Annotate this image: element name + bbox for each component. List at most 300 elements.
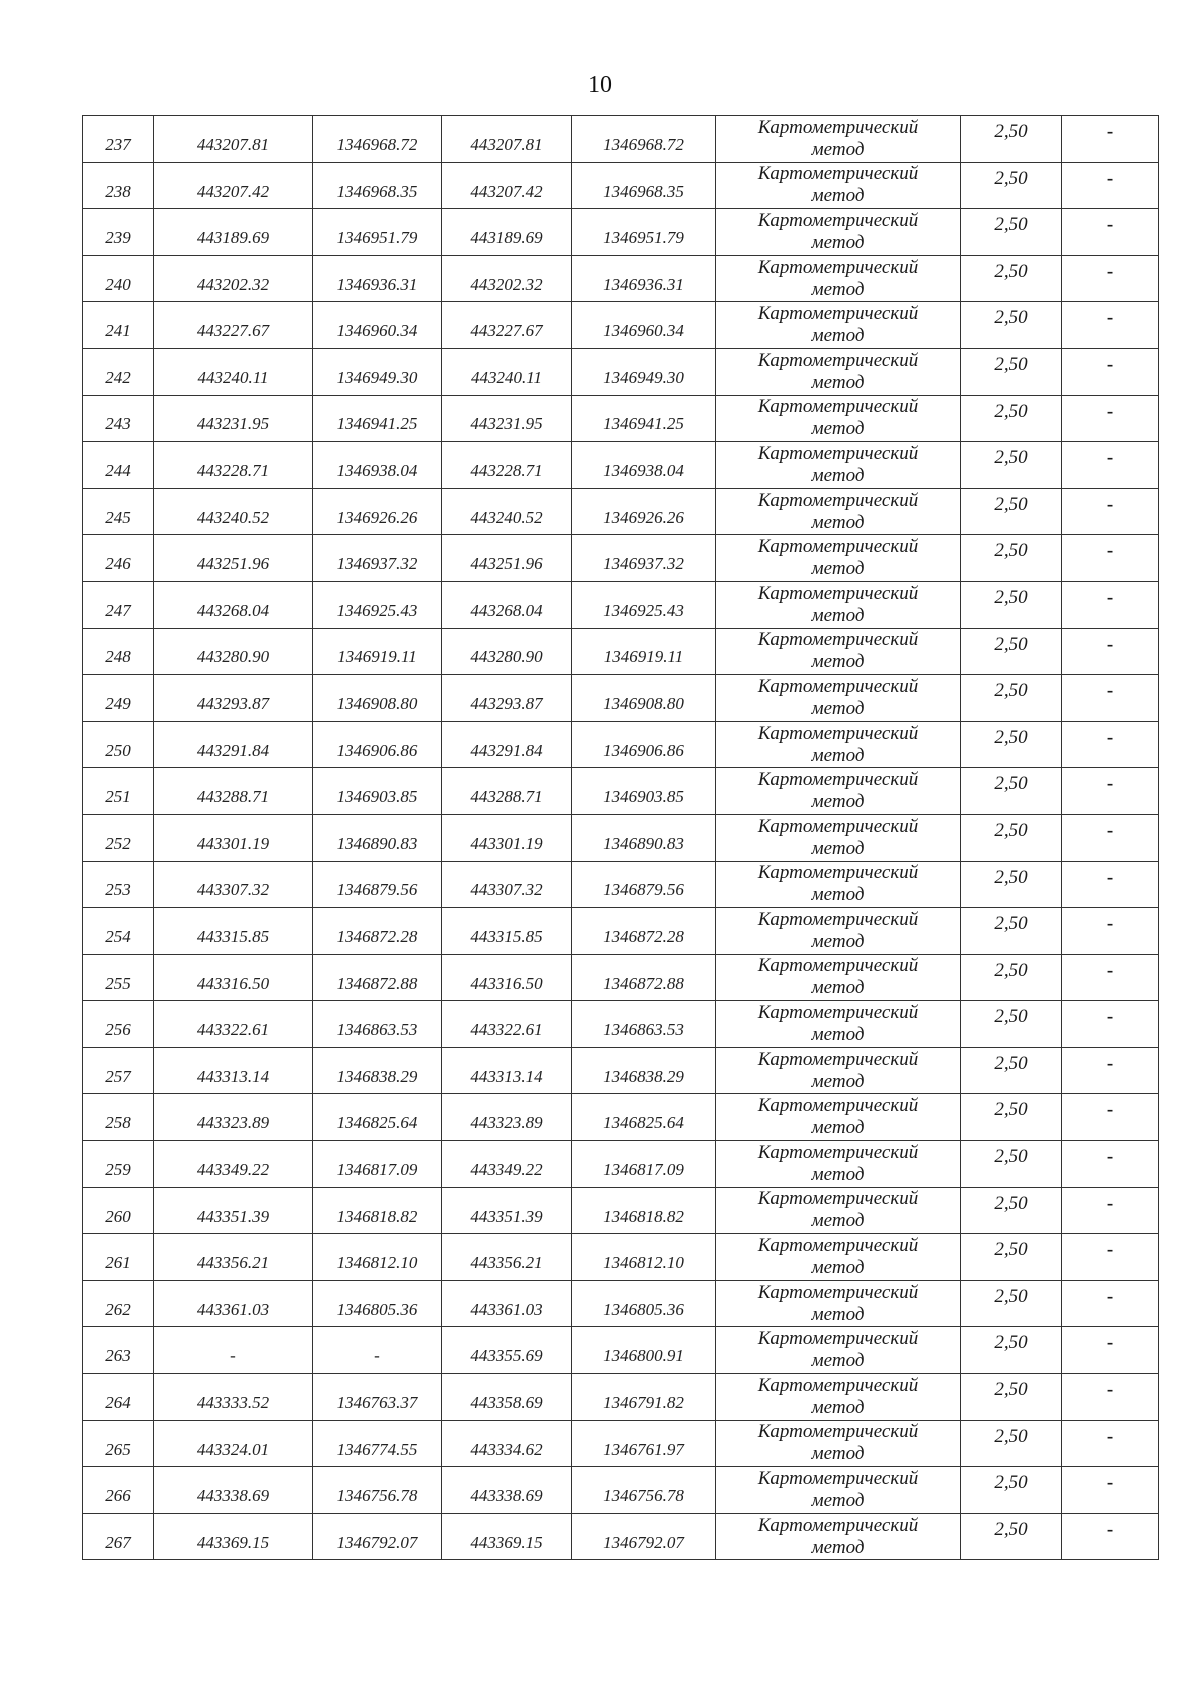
method-line2: метод [811,418,865,440]
existing-y-cell: 1346879.56 [313,861,442,908]
existing-x-cell: 443333.52 [154,1374,313,1421]
refined-y-cell: 1346906.86 [572,721,716,768]
accuracy-cell: 2,50 [961,814,1062,861]
method-line2: метод [811,884,865,906]
refined-x-cell: 443356.21 [442,1234,572,1281]
method-line2: метод [811,837,865,859]
point-number-cell: 242 [83,348,154,395]
method-line1: Картометрический [757,396,919,418]
point-number-cell: 256 [83,1001,154,1048]
existing-x-cell: 443291.84 [154,721,313,768]
refined-y-cell: 1346951.79 [572,209,716,256]
refined-y-cell: 1346812.10 [572,1234,716,1281]
accuracy-cell: 2,50 [961,1047,1062,1094]
existing-x-cell: 443207.42 [154,162,313,209]
description-cell: - [1062,255,1159,302]
existing-y-cell: 1346792.07 [313,1513,442,1560]
method-line1: Картометрический [757,489,919,511]
method-cell [716,1467,961,1514]
table-row [83,628,1159,675]
existing-y-cell: 1346937.32 [313,535,442,582]
existing-x-cell: 443307.32 [154,861,313,908]
method-line2: метод [811,138,865,160]
method-line1: Картометрический [757,675,919,697]
point-number-cell: 246 [83,535,154,582]
description-cell: - [1062,675,1159,722]
refined-y-cell: 1346838.29 [572,1047,716,1094]
refined-y-cell: 1346791.82 [572,1374,716,1421]
method-line1: Картометрический [757,1421,919,1443]
refined-x-cell: 443240.11 [442,348,572,395]
description-cell: - [1062,488,1159,535]
accuracy-cell: 2,50 [961,1513,1062,1560]
method-cell [716,721,961,768]
table-row [83,768,1159,815]
refined-x-cell: 443207.42 [442,162,572,209]
method-line2: метод [811,1210,865,1232]
refined-y-cell: 1346792.07 [572,1513,716,1560]
method-line2: метод [811,1257,865,1279]
method-line1: Картометрический [757,1048,919,1070]
refined-x-cell: 443316.50 [442,954,572,1001]
existing-x-cell: 443251.96 [154,535,313,582]
refined-x-cell: 443358.69 [442,1374,572,1421]
refined-x-cell: 443240.52 [442,488,572,535]
description-cell: - [1062,628,1159,675]
refined-x-cell: 443202.32 [442,255,572,302]
accuracy-cell: 2,50 [961,1467,1062,1514]
table-row [83,535,1159,582]
existing-x-cell: 443228.71 [154,442,313,489]
method-line2: метод [811,1350,865,1372]
point-number-cell: 253 [83,861,154,908]
description-cell: - [1062,535,1159,582]
method-cell [716,1094,961,1141]
method-line1: Картометрический [757,163,919,185]
point-number-cell: 264 [83,1374,154,1421]
refined-y-cell: 1346936.31 [572,255,716,302]
method-cell [716,162,961,209]
table-row [83,209,1159,256]
point-number-cell: 247 [83,581,154,628]
description-cell: - [1062,581,1159,628]
method-line1: Картометрический [757,769,919,791]
refined-y-cell: 1346938.04 [572,442,716,489]
accuracy-cell: 2,50 [961,1327,1062,1374]
table-row [83,1094,1159,1141]
method-cell [716,908,961,955]
refined-x-cell: 443315.85 [442,908,572,955]
point-number-cell: 252 [83,814,154,861]
existing-x-cell: 443315.85 [154,908,313,955]
existing-x-cell: 443301.19 [154,814,313,861]
point-number-cell: 260 [83,1187,154,1234]
refined-y-cell: 1346926.26 [572,488,716,535]
existing-y-cell: 1346825.64 [313,1094,442,1141]
accuracy-cell: 2,50 [961,1094,1062,1141]
method-line1: Картометрический [757,349,919,371]
accuracy-cell: 2,50 [961,1280,1062,1327]
refined-x-cell: 443334.62 [442,1420,572,1467]
refined-x-cell: 443338.69 [442,1467,572,1514]
description-cell: - [1062,1047,1159,1094]
table-row [83,954,1159,1001]
existing-x-cell: 443280.90 [154,628,313,675]
existing-y-cell: 1346863.53 [313,1001,442,1048]
existing-x-cell: - [154,1327,313,1374]
description-cell: - [1062,721,1159,768]
point-number-cell: 254 [83,908,154,955]
refined-x-cell: 443189.69 [442,209,572,256]
existing-y-cell: 1346838.29 [313,1047,442,1094]
existing-x-cell: 443351.39 [154,1187,313,1234]
point-number-cell: 263 [83,1327,154,1374]
refined-y-cell: 1346805.36 [572,1280,716,1327]
table-row [83,861,1159,908]
description-cell: - [1062,302,1159,349]
method-line1: Картометрический [757,256,919,278]
method-line1: Картометрический [757,536,919,558]
accuracy-cell: 2,50 [961,1420,1062,1467]
refined-x-cell: 443227.67 [442,302,572,349]
method-cell [716,1420,961,1467]
method-cell [716,1141,961,1188]
table-row [83,581,1159,628]
method-cell [716,954,961,1001]
refined-y-cell: 1346903.85 [572,768,716,815]
method-line1: Картометрический [757,908,919,930]
method-line1: Картометрический [757,1281,919,1303]
method-line2: метод [811,651,865,673]
table-row [83,1001,1159,1048]
table-row [83,814,1159,861]
existing-y-cell: 1346774.55 [313,1420,442,1467]
point-number-cell: 239 [83,209,154,256]
method-line2: метод [811,697,865,719]
method-cell [716,255,961,302]
refined-x-cell: 443301.19 [442,814,572,861]
existing-x-cell: 443189.69 [154,209,313,256]
accuracy-cell: 2,50 [961,1374,1062,1421]
method-cell [716,1047,961,1094]
accuracy-cell: 2,50 [961,395,1062,442]
refined-x-cell: 443288.71 [442,768,572,815]
accuracy-cell: 2,50 [961,908,1062,955]
method-cell [716,581,961,628]
point-number-cell: 248 [83,628,154,675]
refined-x-cell: 443231.95 [442,395,572,442]
existing-x-cell: 443288.71 [154,768,313,815]
method-line1: Картометрический [757,209,919,231]
refined-x-cell: 443291.84 [442,721,572,768]
accuracy-cell: 2,50 [961,348,1062,395]
method-cell [716,302,961,349]
table-row [83,255,1159,302]
description-cell: - [1062,1467,1159,1514]
method-line1: Картометрический [757,116,919,138]
method-line2: метод [811,1303,865,1325]
existing-y-cell: 1346968.72 [313,116,442,163]
existing-y-cell: 1346941.25 [313,395,442,442]
existing-y-cell: 1346906.86 [313,721,442,768]
description-cell: - [1062,1513,1159,1560]
refined-y-cell: 1346800.91 [572,1327,716,1374]
existing-x-cell: 443240.52 [154,488,313,535]
description-cell: - [1062,1327,1159,1374]
description-cell: - [1062,1001,1159,1048]
method-cell [716,348,961,395]
existing-x-cell: 443322.61 [154,1001,313,1048]
description-cell: - [1062,162,1159,209]
existing-y-cell: 1346936.31 [313,255,442,302]
existing-y-cell: - [313,1327,442,1374]
existing-y-cell: 1346818.82 [313,1187,442,1234]
accuracy-cell: 2,50 [961,721,1062,768]
refined-y-cell: 1346941.25 [572,395,716,442]
point-number-cell: 240 [83,255,154,302]
existing-x-cell: 443293.87 [154,675,313,722]
method-cell [716,675,961,722]
table-row [83,1420,1159,1467]
point-number-cell: 251 [83,768,154,815]
accuracy-cell: 2,50 [961,442,1062,489]
refined-x-cell: 443349.22 [442,1141,572,1188]
method-line1: Картометрический [757,1374,919,1396]
table-row [83,1234,1159,1281]
refined-x-cell: 443323.89 [442,1094,572,1141]
point-number-cell: 245 [83,488,154,535]
method-line2: метод [811,325,865,347]
refined-x-cell: 443268.04 [442,581,572,628]
point-number-cell: 258 [83,1094,154,1141]
method-line1: Картометрический [757,1468,919,1490]
existing-y-cell: 1346951.79 [313,209,442,256]
method-line2: метод [811,278,865,300]
table-row [83,162,1159,209]
refined-y-cell: 1346761.97 [572,1420,716,1467]
method-cell [716,116,961,163]
refined-x-cell: 443369.15 [442,1513,572,1560]
table-row [83,348,1159,395]
refined-x-cell: 443307.32 [442,861,572,908]
table-body [83,116,1159,1560]
point-number-cell: 261 [83,1234,154,1281]
method-cell [716,1513,961,1560]
method-line1: Картометрический [757,955,919,977]
point-number-cell: 262 [83,1280,154,1327]
accuracy-cell: 2,50 [961,116,1062,163]
method-line2: метод [811,558,865,580]
method-line1: Картометрический [757,1141,919,1163]
method-line1: Картометрический [757,815,919,837]
existing-x-cell: 443324.01 [154,1420,313,1467]
refined-x-cell: 443293.87 [442,675,572,722]
description-cell: - [1062,1374,1159,1421]
method-line1: Картометрический [757,1002,919,1024]
existing-y-cell: 1346926.26 [313,488,442,535]
description-cell: - [1062,1280,1159,1327]
existing-y-cell: 1346925.43 [313,581,442,628]
existing-x-cell: 443202.32 [154,255,313,302]
point-number-cell: 249 [83,675,154,722]
refined-x-cell: 443361.03 [442,1280,572,1327]
table-row [83,1374,1159,1421]
table-row [83,302,1159,349]
description-cell: - [1062,348,1159,395]
method-line1: Картометрический [757,1188,919,1210]
existing-y-cell: 1346872.28 [313,908,442,955]
accuracy-cell: 2,50 [961,209,1062,256]
accuracy-cell: 2,50 [961,861,1062,908]
table-row [83,1280,1159,1327]
refined-y-cell: 1346925.43 [572,581,716,628]
description-cell: - [1062,814,1159,861]
point-number-cell: 266 [83,1467,154,1514]
existing-x-cell: 443361.03 [154,1280,313,1327]
existing-y-cell: 1346968.35 [313,162,442,209]
existing-y-cell: 1346949.30 [313,348,442,395]
point-number-cell: 250 [83,721,154,768]
existing-y-cell: 1346938.04 [313,442,442,489]
method-line2: метод [811,977,865,999]
existing-x-cell: 443227.67 [154,302,313,349]
table-row [83,721,1159,768]
description-cell: - [1062,1094,1159,1141]
refined-y-cell: 1346968.35 [572,162,716,209]
table-row [83,675,1159,722]
refined-y-cell: 1346818.82 [572,1187,716,1234]
refined-x-cell: 443280.90 [442,628,572,675]
method-line2: метод [811,1396,865,1418]
existing-y-cell: 1346908.80 [313,675,442,722]
method-line2: метод [811,1117,865,1139]
method-cell [716,209,961,256]
refined-y-cell: 1346960.34 [572,302,716,349]
accuracy-cell: 2,50 [961,581,1062,628]
existing-y-cell: 1346919.11 [313,628,442,675]
method-line1: Картометрический [757,1328,919,1350]
refined-x-cell: 443322.61 [442,1001,572,1048]
description-cell: - [1062,395,1159,442]
refined-y-cell: 1346863.53 [572,1001,716,1048]
method-line2: метод [811,231,865,253]
existing-x-cell: 443231.95 [154,395,313,442]
existing-y-cell: 1346960.34 [313,302,442,349]
table-row [83,1327,1159,1374]
existing-x-cell: 443323.89 [154,1094,313,1141]
existing-x-cell: 443356.21 [154,1234,313,1281]
point-number-cell: 259 [83,1141,154,1188]
point-number-cell: 244 [83,442,154,489]
table-row [83,442,1159,489]
method-line2: метод [811,1024,865,1046]
existing-x-cell: 443313.14 [154,1047,313,1094]
method-line1: Картометрический [757,442,919,464]
existing-x-cell: 443369.15 [154,1513,313,1560]
refined-x-cell: 443355.69 [442,1327,572,1374]
accuracy-cell: 2,50 [961,954,1062,1001]
existing-x-cell: 443316.50 [154,954,313,1001]
existing-y-cell: 1346903.85 [313,768,442,815]
refined-y-cell: 1346968.72 [572,116,716,163]
refined-x-cell: 443228.71 [442,442,572,489]
description-cell: - [1062,861,1159,908]
method-cell [716,1280,961,1327]
accuracy-cell: 2,50 [961,768,1062,815]
method-line2: метод [811,1490,865,1512]
table-row [83,395,1159,442]
method-line2: метод [811,604,865,626]
refined-x-cell: 443351.39 [442,1187,572,1234]
existing-y-cell: 1346890.83 [313,814,442,861]
method-cell [716,1234,961,1281]
method-line1: Картометрический [757,303,919,325]
description-cell: - [1062,954,1159,1001]
method-cell [716,628,961,675]
refined-y-cell: 1346890.83 [572,814,716,861]
method-line1: Картометрический [757,1235,919,1257]
method-cell [716,1187,961,1234]
accuracy-cell: 2,50 [961,1141,1062,1188]
refined-x-cell: 443207.81 [442,116,572,163]
accuracy-cell: 2,50 [961,1187,1062,1234]
point-number-cell: 255 [83,954,154,1001]
method-line2: метод [811,1443,865,1465]
table-row [83,1513,1159,1560]
method-line2: метод [811,791,865,813]
method-line2: метод [811,930,865,952]
method-line1: Картометрический [757,862,919,884]
coordinates-table [82,115,1159,1560]
method-cell [716,442,961,489]
method-cell [716,395,961,442]
method-cell [716,1327,961,1374]
method-line2: метод [811,1070,865,1092]
table-row [83,488,1159,535]
point-number-cell: 243 [83,395,154,442]
description-cell: - [1062,1187,1159,1234]
description-cell: - [1062,116,1159,163]
refined-y-cell: 1346879.56 [572,861,716,908]
refined-y-cell: 1346937.32 [572,535,716,582]
method-cell [716,1374,961,1421]
method-cell [716,861,961,908]
method-line2: метод [811,371,865,393]
refined-x-cell: 443313.14 [442,1047,572,1094]
existing-x-cell: 443207.81 [154,116,313,163]
existing-y-cell: 1346756.78 [313,1467,442,1514]
refined-y-cell: 1346817.09 [572,1141,716,1188]
point-number-cell: 238 [83,162,154,209]
method-cell [716,488,961,535]
existing-x-cell: 443338.69 [154,1467,313,1514]
refined-y-cell: 1346756.78 [572,1467,716,1514]
accuracy-cell: 2,50 [961,535,1062,582]
accuracy-cell: 2,50 [961,675,1062,722]
accuracy-cell: 2,50 [961,488,1062,535]
method-cell [716,768,961,815]
method-line1: Картометрический [757,629,919,651]
description-cell: - [1062,1234,1159,1281]
accuracy-cell: 2,50 [961,628,1062,675]
existing-y-cell: 1346817.09 [313,1141,442,1188]
refined-y-cell: 1346872.88 [572,954,716,1001]
method-line2: метод [811,511,865,533]
refined-x-cell: 443251.96 [442,535,572,582]
existing-y-cell: 1346763.37 [313,1374,442,1421]
method-cell [716,1001,961,1048]
description-cell: - [1062,442,1159,489]
